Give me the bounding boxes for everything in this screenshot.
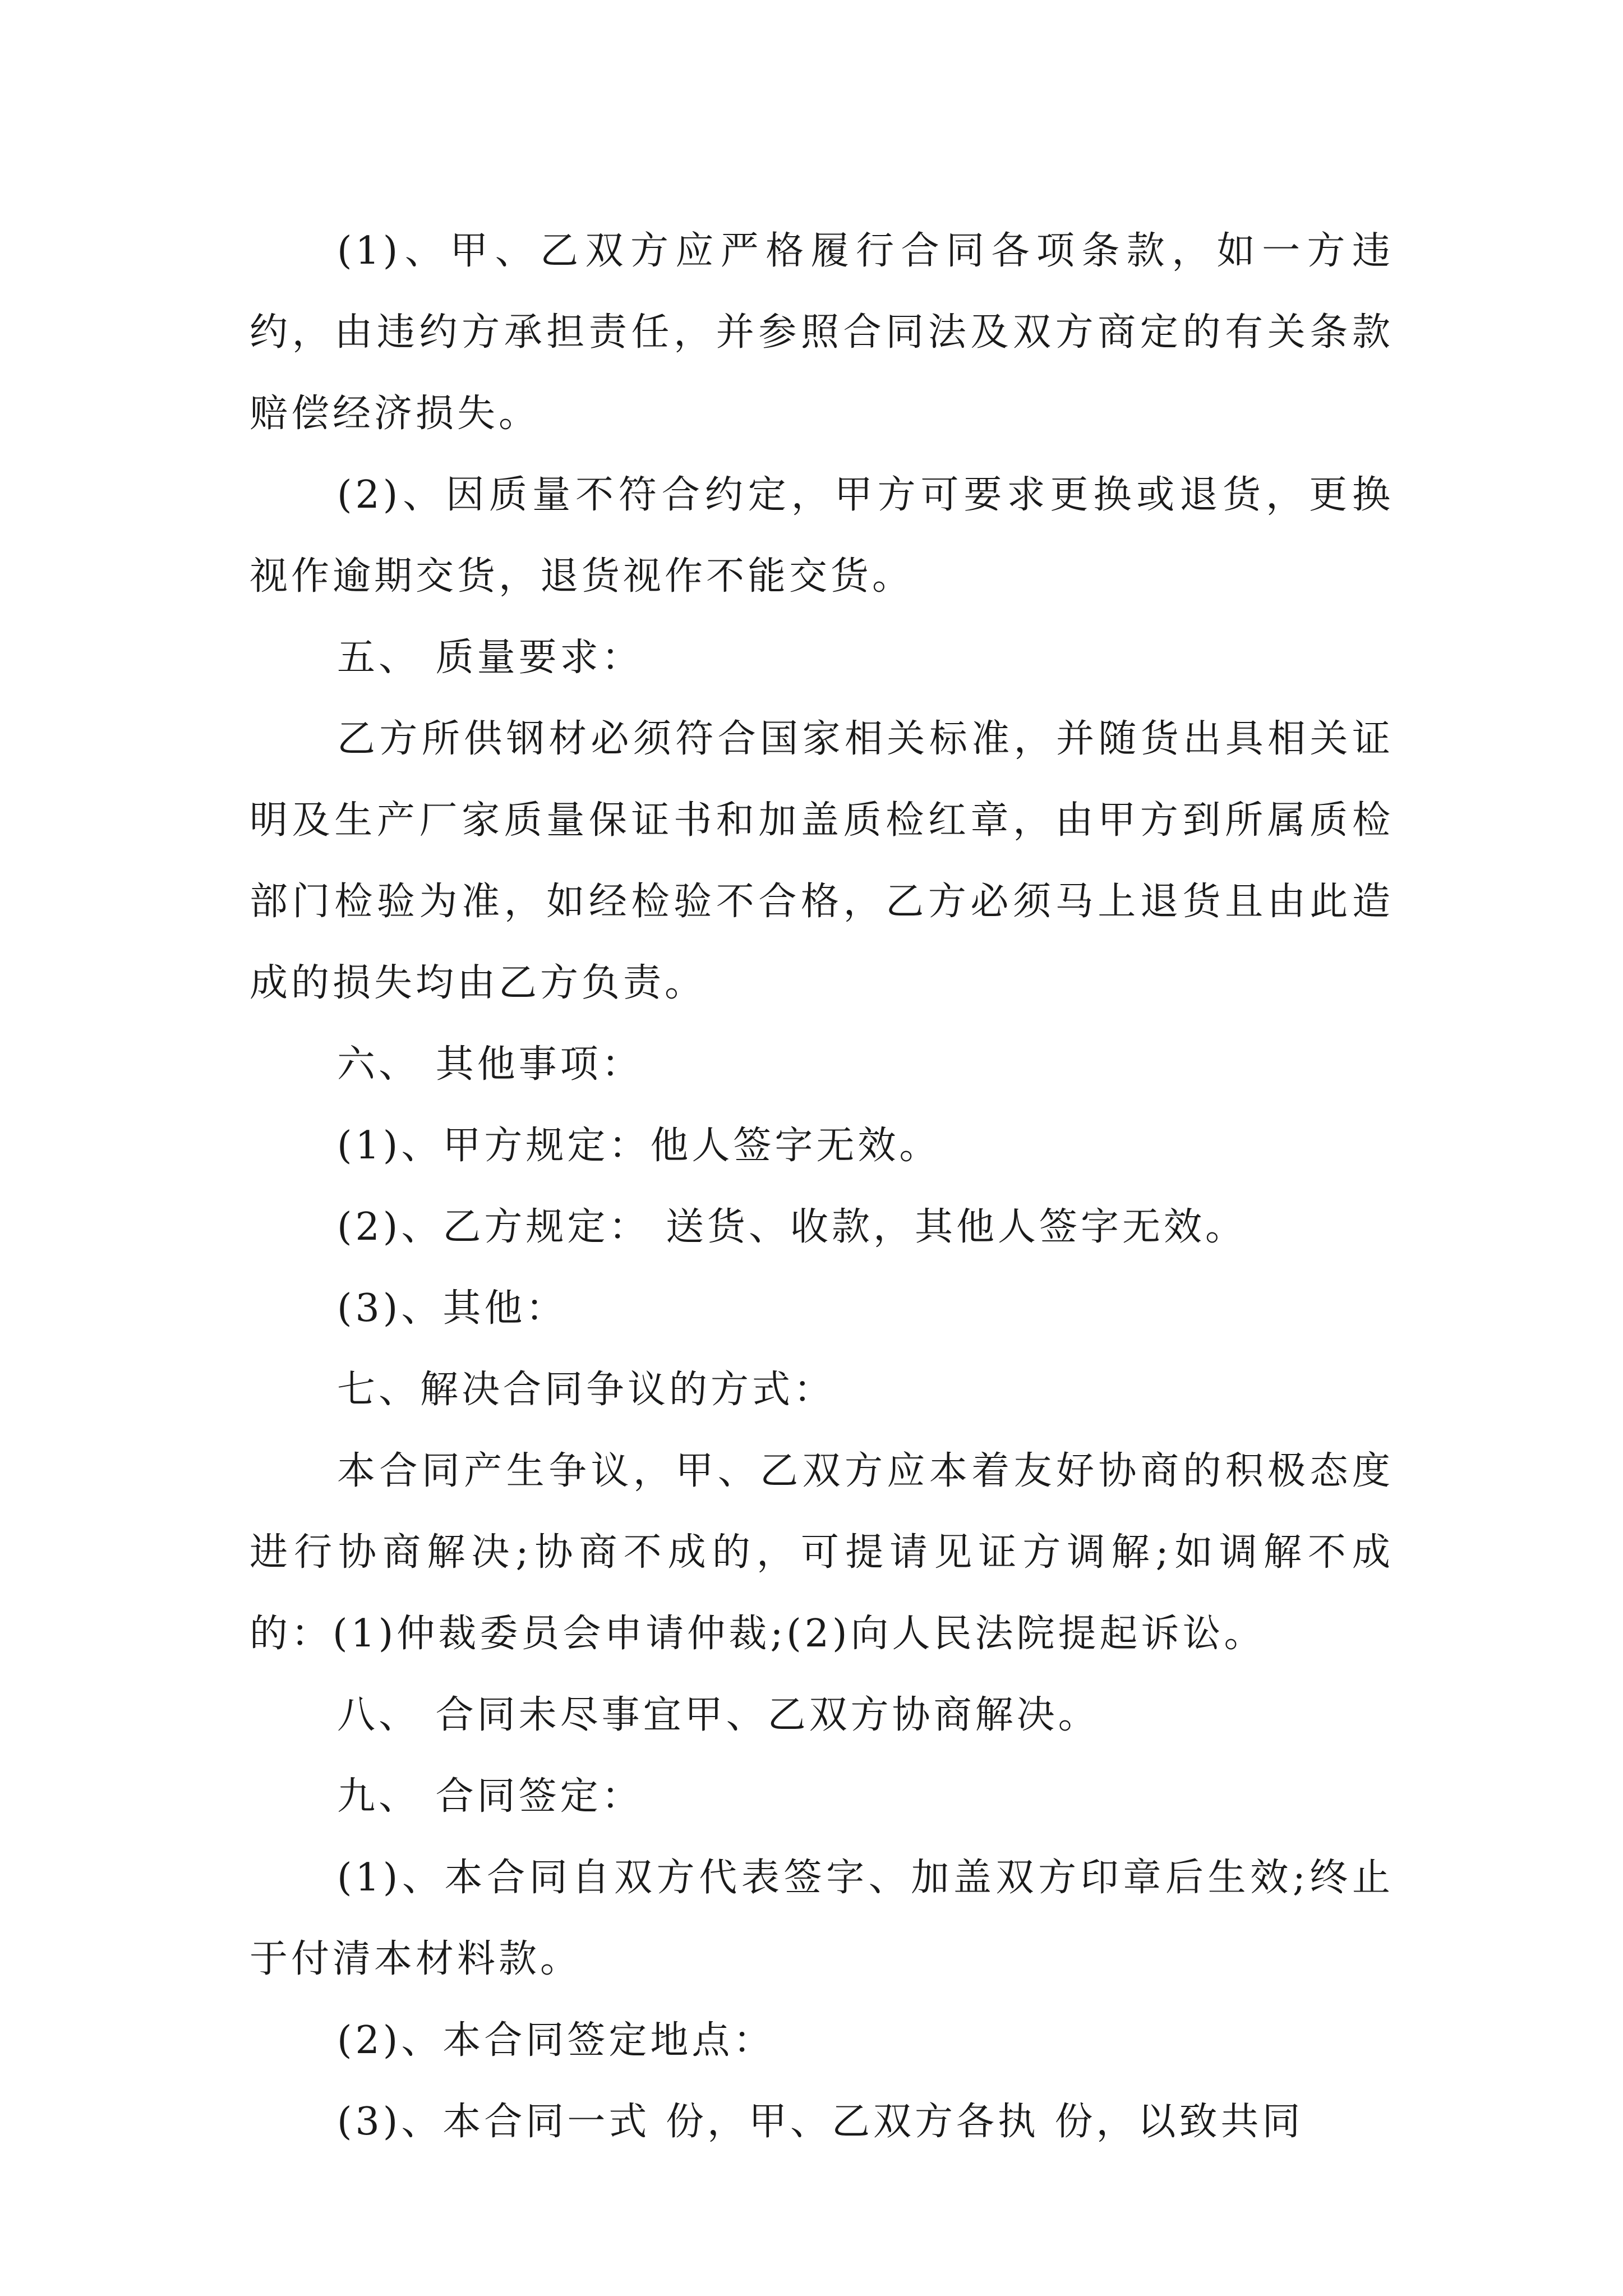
section-heading-quality: 五、 质量要求： xyxy=(337,636,643,680)
section-heading-unresolved-matters: 八、 合同未尽事宜甲、乙双方协商解决。 xyxy=(337,1693,1100,1737)
section-heading-other-matters: 六、 其他事项： xyxy=(337,1042,643,1087)
clause-other: (3)、其他： xyxy=(337,1286,568,1331)
clause-quality-requirements: 乙方所供钢材必须符合国家相关标准，并随货出具相关证明及生产厂家质量保证书和加盖质检红章，由甲方到所属质检部门检验为准，如经检验不合格，乙方必须马上退货且由此造成的损失均由乙方负责。 xyxy=(250,717,1394,1005)
document-body xyxy=(250,210,1394,2162)
clause-quality-nonconformity: (2)、因质量不符合约定，甲方可要求更换或退货，更换视作逾期交货，退货视作不能交货。 xyxy=(250,473,1394,599)
clause-dispute-resolution: 本合同产生争议，甲、乙双方应本着友好协商的积极态度进行协商解决;协商不成的，可提请见证方调解;如调解不成的：(1)仲裁委员会申请仲裁;(2)向人民法院提起诉讼。 xyxy=(250,1449,1394,1656)
section-heading-dispute: 七、解决合同争议的方式： xyxy=(337,1368,836,1412)
clause-signing-place: (2)、本合同签定地点： xyxy=(337,2018,775,2063)
clause-party-b-rule: (2)、乙方规定： 送货、收款，其他人签字无效。 xyxy=(337,1205,1247,1249)
clause-effective-date: (1)、本合同自双方代表签字、加盖双方印章后生效;终止于付清本材料款。 xyxy=(250,1856,1394,1981)
clause-copies: (3)、本合同一式 份，甲、乙双方各执 份，以致共同 xyxy=(337,2100,1304,2144)
clause-party-a-rule: (1)、甲方规定：他人签字无效。 xyxy=(337,1124,941,1168)
section-heading-signing: 九、 合同签定： xyxy=(337,1774,643,1819)
clause-breach-liability: (1)、甲、乙双方应严格履行合同各项条款，如一方违约，由违约方承担责任，并参照合同法及双方商定的有关条款赔偿经济损失。 xyxy=(250,229,1394,436)
